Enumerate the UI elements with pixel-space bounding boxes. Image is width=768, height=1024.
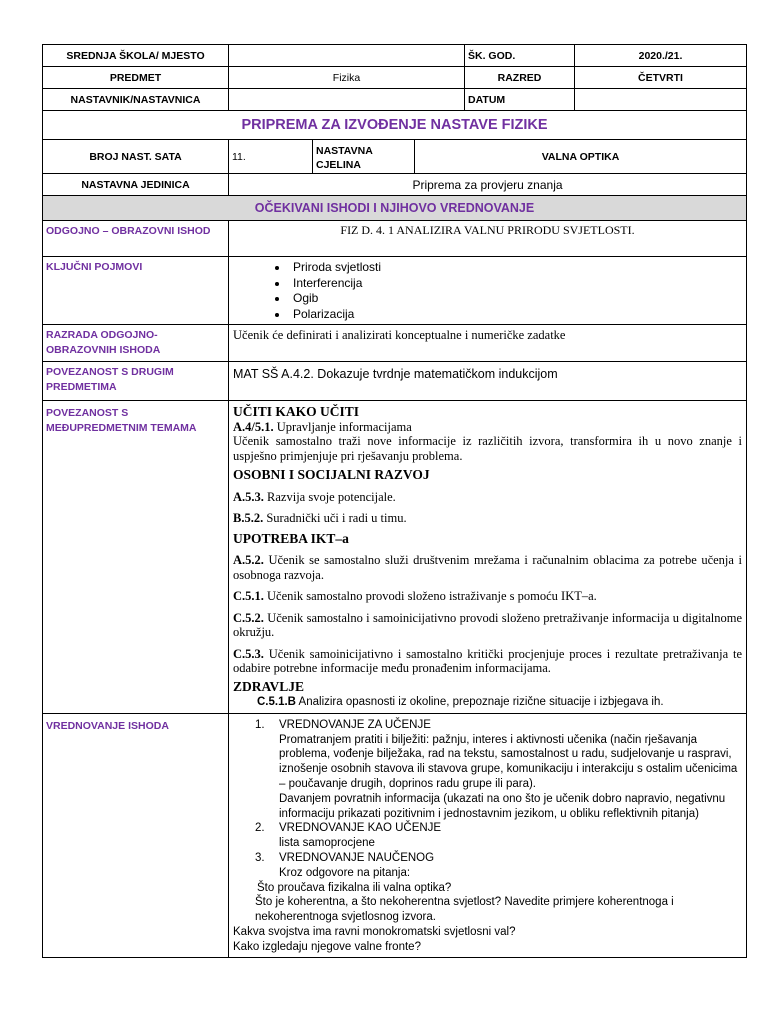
cross-topics-content xyxy=(229,401,747,714)
list-item: • Priroda svjetlosti xyxy=(289,260,742,276)
elaboration-value: Učenik će definirati i analizirati konceptualne i numeričke zadatke xyxy=(229,325,747,362)
cross-heading-personal: OSOBNI I SOCIJALNI RAZVOJ xyxy=(233,467,430,483)
subject-value: Fizika xyxy=(229,67,465,89)
evaluation-item-1-text-b: Davanjem povratnih informacija (ukazati na ono što je učenik dobro napravio, negativnu informaciju prikazati pozitivnim i jednostavnim jezikom, u obliku reflektivnih pitanja) xyxy=(279,792,726,820)
evaluation-item-2-text: lista samoprocjene xyxy=(279,837,375,850)
evaluation-label: VREDNOVANJE ISHODA xyxy=(43,713,229,957)
date-value xyxy=(575,89,747,111)
page-title: PRIPREMA ZA IZVOĐENJE NASTAVE FIZIKE xyxy=(43,111,747,140)
keywords-row xyxy=(43,257,747,325)
lesson-number-label: BROJ NAST. SATA xyxy=(43,140,229,174)
evaluation-item-3-text: Kroz odgovore na pitanja: xyxy=(279,866,411,879)
cross-c52: C.5.2. Učenik samostalno i samoinicijativno provodi složeno pretraživanje informacija u digitalnome okružju. xyxy=(233,610,743,640)
cross-a451-text: Učenik samostalno traži nove informacije iz različitih izvora, transformira ih u novo znanje i uspješno primjenjuje pri rješavanju problema. xyxy=(233,434,743,463)
outcome-value: FIZ D. 4. 1 ANALIZIRA VALNU PRIRODU SVJETLOSTI. xyxy=(229,221,747,257)
cross-heading-learning: UČITI KAKO UČITI xyxy=(233,404,360,420)
lesson-number-row xyxy=(43,140,747,174)
cross-a451: A.4/5.1. Upravljanje informacijama xyxy=(233,419,412,434)
grade-value: ČETVRTI xyxy=(575,67,747,89)
lesson-plan-table xyxy=(42,44,747,958)
evaluation-item-2: 2. VREDNOVANJE KAO UČENJE xyxy=(255,822,442,835)
evaluation-row xyxy=(43,713,747,957)
title-row xyxy=(43,111,747,140)
cross-heading-ict: UPOTREBA IKT–a xyxy=(233,530,349,546)
date-label: DATUM xyxy=(465,89,575,111)
other-subjects-label: POVEZANOST S DRUGIM PREDMETIMA xyxy=(43,362,229,401)
evaluation-item-1: 1. VREDNOVANJE ZA UČENJE xyxy=(255,718,431,731)
cross-heading-health: ZDRAVLJE xyxy=(233,678,305,694)
unit-value: VALNA OPTIKA xyxy=(415,140,747,174)
evaluation-content xyxy=(229,713,747,957)
question-3: Kakva svojstva ima ravni monokromatski svjetlosni val? xyxy=(233,926,516,939)
list-item: • Polarizacija xyxy=(289,307,742,323)
question-2: Što je koherentna, a što nekoherentna svjetlost? Navedite primjere koherentnoga i nekoherentnoga svjetlosnog izvora. xyxy=(255,896,674,924)
lesson-number-value: 11. xyxy=(229,140,313,174)
cross-c53: C.5.3. Učenik samoinicijativno i samostalno kritički procjenjuje proces i rezultate pretraživanja te odabire potrebne informacije među pronađenim informacijama. xyxy=(233,646,743,676)
cross-topics-row xyxy=(43,401,747,714)
outcome-label: ODGOJNO – OBRAZOVNI ISHOD xyxy=(43,221,229,257)
section-title: OČEKIVANI ISHODI I NJIHOVO VREDNOVANJE xyxy=(43,196,747,221)
evaluation-item-3: 3. VREDNOVANJE NAUČENOG xyxy=(255,852,435,865)
outcome-row xyxy=(43,221,747,257)
cross-a52: A.5.2. Učenik se samostalno služi društvenim mrežama i računalnim oblacima za potrebe učenja i osobnoga razvoja. xyxy=(233,553,743,582)
cross-topics-label: POVEZANOST S MEĐUPREDMETNIM TEMAMA xyxy=(43,401,229,714)
teacher-value xyxy=(229,89,465,111)
list-item: • Interferencija xyxy=(289,276,742,292)
topic-value: Priprema za provjeru znanja xyxy=(229,174,747,196)
school-row xyxy=(43,45,747,67)
teacher-row xyxy=(43,89,747,111)
evaluation-item-1-text-a: Promatranjem pratiti i bilježiti: pažnju, interes i aktivnosti učenika (način rješavanja problema, vođenje bilježaka, rad na tekstu, samostalnost u radu, sudjelovanje u raspravi, iznošenje osobnih stavova ili stavova grupe, komunikaciju i interakciju s ostalim učenicima – poučavanje drugih, doprinos radu grupe ili para). xyxy=(279,733,738,791)
teacher-label: NASTAVNIK/NASTAVNICA xyxy=(43,89,229,111)
lesson-plan-document xyxy=(42,44,746,958)
subject-row xyxy=(43,67,747,89)
year-label: ŠK. GOD. xyxy=(465,45,575,67)
unit-label: NASTAVNA CJELINA xyxy=(313,140,415,174)
keywords-label: KLJUČNI POJMOVI xyxy=(43,257,229,325)
cross-c51: C.5.1. Učenik samostalno provodi složeno istraživanje s pomoću IKT–a. xyxy=(233,589,597,604)
school-label: SREDNJA ŠKOLA/ MJESTO xyxy=(43,45,229,67)
keywords-list xyxy=(233,260,742,322)
school-value xyxy=(229,45,465,67)
grade-label: RAZRED xyxy=(465,67,575,89)
list-item: • Ogib xyxy=(289,291,742,307)
topic-label: NASTAVNA JEDINICA xyxy=(43,174,229,196)
topic-row xyxy=(43,174,747,196)
subject-label: PREDMET xyxy=(43,67,229,89)
cross-c51b: C.5.1.B Analizira opasnosti iz okoline, prepoznaje rizične situacije i izbjegava ih. xyxy=(257,696,664,709)
other-subjects-value: MAT SŠ A.4.2. Dokazuje tvrdnje matematičkom indukcijom xyxy=(229,362,747,401)
question-4: Kako izgledaju njegove valne fronte? xyxy=(233,940,421,953)
cross-b52: B.5.2. Suradnički uči i radi u timu. xyxy=(233,511,407,526)
keywords-cell xyxy=(229,257,747,325)
elaboration-label: RAZRADA ODGOJNO-OBRAZOVNIH ISHODA xyxy=(43,325,229,362)
other-subjects-row xyxy=(43,362,747,401)
question-1: Što proučava fizikalna ili valna optika? xyxy=(257,881,452,894)
year-value: 2020./21. xyxy=(575,45,747,67)
section-row xyxy=(43,196,747,221)
elaboration-row xyxy=(43,325,747,362)
cross-a53: A.5.3. Razvija svoje potencijale. xyxy=(233,489,396,504)
